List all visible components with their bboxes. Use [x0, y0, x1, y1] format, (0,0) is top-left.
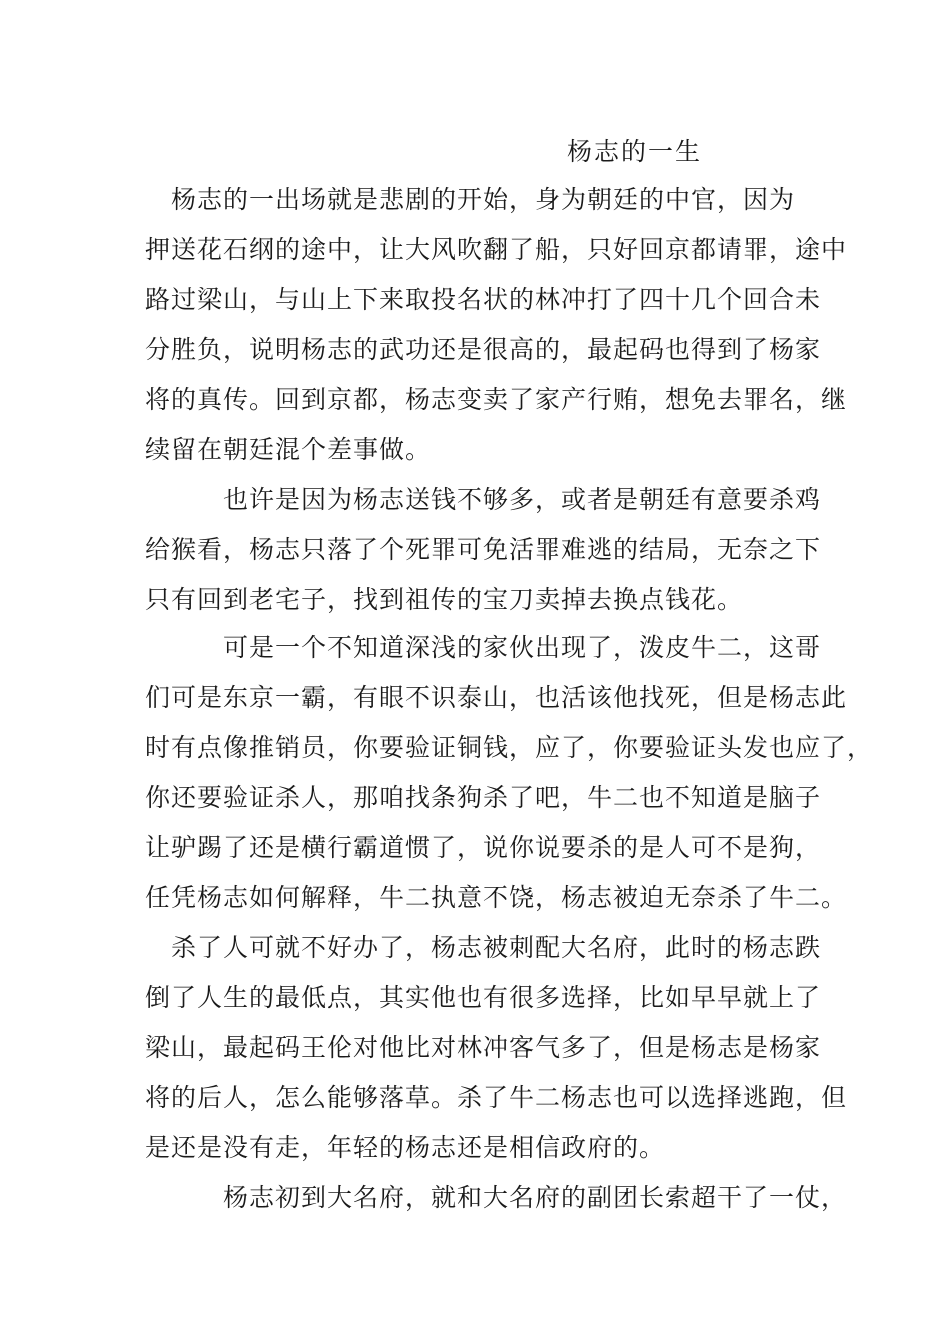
- text-line: 让驴踢了还是横行霸道惯了，说你说要杀的是人可不是狗，: [145, 833, 822, 862]
- text-line: 杨志的一出场就是悲剧的开始，身为朝廷的中官，因为: [145, 185, 796, 214]
- text-line: 时有点像推销员，你要验证铜钱，应了，你要验证头发也应了，: [145, 733, 874, 762]
- text-line: 梁山，最起码王伦对他比对林冲客气多了，但是杨志是杨家: [145, 1033, 822, 1062]
- text-line: 续留在朝廷混个差事做。: [145, 435, 432, 464]
- text-line: 路过梁山，与山上下来取投名状的林冲打了四十几个回合未: [145, 285, 822, 314]
- text-line: 是还是没有走，年轻的杨志还是相信政府的。: [145, 1133, 666, 1162]
- text-line: 也许是因为杨志送钱不够多，或者是朝廷有意要杀鸡: [145, 485, 822, 514]
- text-line: 将的后人，怎么能够落草。杀了牛二杨志也可以选择逃跑，但: [145, 1083, 848, 1112]
- text-line: 杨志初到大名府，就和大名府的副团长索超干了一仗，: [145, 1183, 848, 1212]
- text-line: 杀了人可就不好办了，杨志被刺配大名府，此时的杨志跌: [145, 933, 822, 962]
- text-line: 任凭杨志如何解释，牛二执意不饶，杨志被迫无奈杀了牛二。: [145, 883, 848, 912]
- text-line: 给猴看，杨志只落了个死罪可免活罪难逃的结局，无奈之下: [145, 535, 822, 564]
- text-line: 们可是东京一霸，有眼不识泰山，也活该他找死，但是杨志此: [145, 683, 848, 712]
- text-line: 你还要验证杀人，那咱找条狗杀了吧，牛二也不知道是脑子: [145, 783, 822, 812]
- text-line: 可是一个不知道深浅的家伙出现了，泼皮牛二，这哥: [145, 633, 822, 662]
- text-line: 分胜负，说明杨志的武功还是很高的，最起码也得到了杨家: [145, 335, 822, 364]
- text-line: 只有回到老宅子，找到祖传的宝刀卖掉去换点钱花。: [145, 585, 744, 614]
- text-line: 倒了人生的最低点，其实他也有很多选择，比如早早就上了: [145, 983, 822, 1012]
- text-line: 押送花石纲的途中，让大风吹翻了船，只好回京都请罪，途中: [145, 235, 848, 264]
- document-title: 杨志的一生: [567, 137, 703, 166]
- text-line: 将的真传。回到京都，杨志变卖了家产行贿，想免去罪名，继: [145, 385, 848, 414]
